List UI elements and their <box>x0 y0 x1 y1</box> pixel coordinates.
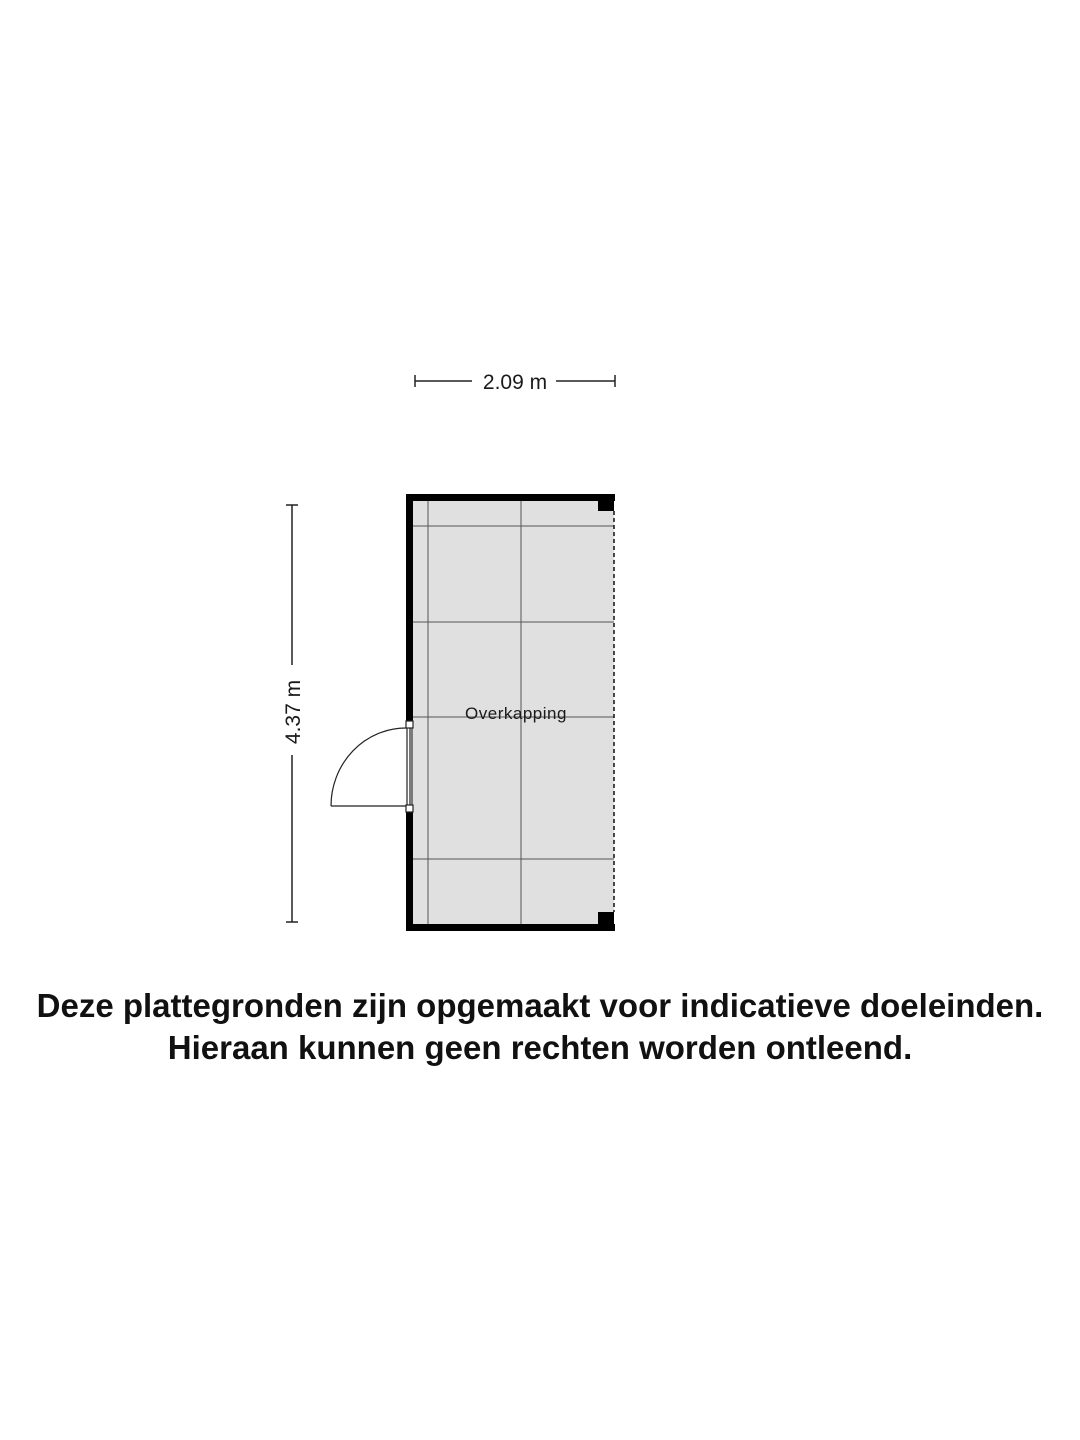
wall-left-lower <box>406 812 413 931</box>
door-jamb-top <box>406 721 413 728</box>
wall-top <box>406 494 615 501</box>
disclaimer <box>0 985 1080 1069</box>
width-dimension <box>415 371 615 394</box>
wall-bottom <box>406 924 615 931</box>
wall-left-upper <box>406 494 413 721</box>
disclaimer-line-1: Deze plattegronden zijn opgemaakt voor indicatieve doeleinden. <box>36 987 1044 1024</box>
height-dimension <box>282 505 305 922</box>
door <box>331 721 413 812</box>
column-bottom-right <box>598 912 614 924</box>
disclaimer-line-2: Hieraan kunnen geen rechten worden ontleend. <box>167 1029 913 1066</box>
column-top-right <box>598 501 614 511</box>
room-overkapping <box>331 494 615 931</box>
room-label: Overkapping <box>465 704 567 723</box>
height-dimension-label: 4.37 m <box>282 679 305 745</box>
door-swing-arc <box>331 728 406 806</box>
door-jamb-bottom <box>406 805 413 812</box>
width-dimension-label: 2.09 m <box>482 371 548 394</box>
